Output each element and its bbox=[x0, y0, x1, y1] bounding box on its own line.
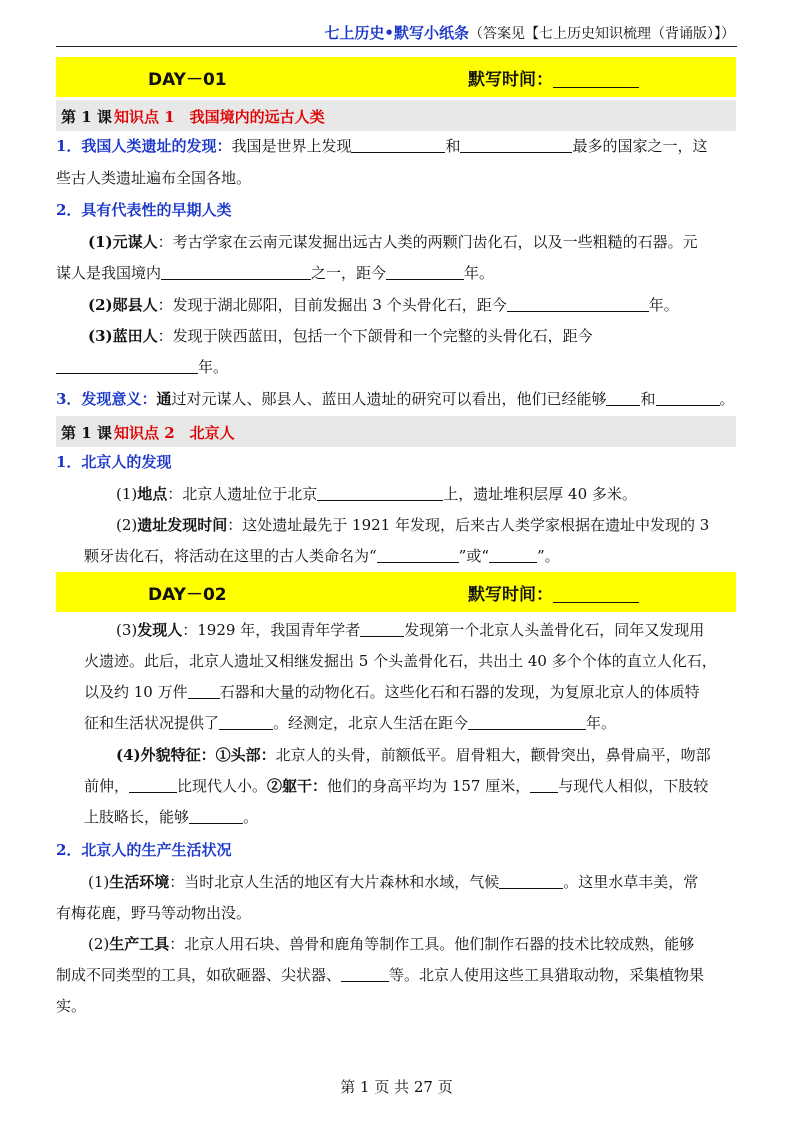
item-heading: 地点 bbox=[137, 485, 168, 503]
text: ”或“ bbox=[458, 547, 490, 565]
text: 北京人的头骨，前额低平。眉骨粗大，颧骨突出，鼻骨扁平，吻部 bbox=[275, 746, 711, 764]
text: 过对元谋人、郧县人、蓝田人遗址的研究可以看出，他们已经能够 bbox=[171, 390, 607, 408]
text: 上，遗址堆积层厚 40 多米。 bbox=[443, 485, 637, 503]
text-line bbox=[56, 200, 231, 220]
fill-blank[interactable] bbox=[341, 966, 389, 982]
fill-blank[interactable] bbox=[129, 777, 177, 793]
text-line bbox=[56, 389, 735, 409]
text: ：发现于湖北郧阳，目前发掘出 3 个头骨化石，距今 bbox=[157, 296, 507, 314]
text: 火遗迹。此后，北京人遗址又相继发掘出 5 个头盖骨化石，共出土 40 多个个体的直立人化石， bbox=[84, 652, 717, 670]
text: (1) bbox=[116, 485, 138, 503]
fill-blank[interactable] bbox=[530, 777, 558, 793]
fill-blank[interactable] bbox=[188, 683, 220, 699]
text: ：发现于陕西蓝田，包括一个下颌骨和一个完整的头骨化石，距今 bbox=[157, 327, 593, 345]
text-line bbox=[88, 295, 679, 315]
text: ：考古学家在云南元谋发掘出远古人类的两颗门齿化石，以及一些粗糙的石器。元 bbox=[157, 233, 698, 251]
text-line bbox=[84, 651, 717, 671]
item-heading: (3)蓝田人 bbox=[88, 327, 158, 345]
text: 。这里水草丰美，常 bbox=[563, 873, 699, 891]
header-note: （答案见【七上历史知识梳理（背诵版）】） bbox=[469, 26, 735, 42]
text: 最多的国家之一，这 bbox=[572, 137, 708, 155]
text: 制成不同类型的工具，如砍砸器、尖状器、 bbox=[56, 966, 342, 984]
item-heading: 生活环境 bbox=[109, 873, 170, 891]
text: 比现代人小。 bbox=[177, 777, 268, 795]
item-heading: 生产工具 bbox=[109, 935, 170, 953]
item-heading: (4)外貌特征：①头部： bbox=[116, 746, 276, 764]
text: 些古人类遗址遍布全国各地。 bbox=[56, 169, 252, 187]
fill-blank[interactable] bbox=[460, 137, 572, 153]
text-line bbox=[88, 872, 698, 892]
item-heading: 发现人 bbox=[137, 621, 183, 639]
text: ：这处遗址最先于 1921 年发现，后来古人类学家根据在遗址中发现的 3 bbox=[227, 516, 710, 534]
fill-blank[interactable] bbox=[189, 808, 243, 824]
text: (1) bbox=[88, 873, 110, 891]
text: 年。 bbox=[648, 296, 679, 314]
item-heading: 2．北京人的生产生活状况 bbox=[56, 841, 232, 859]
fill-blank[interactable] bbox=[489, 547, 537, 563]
day-label: DAY－01 bbox=[148, 70, 227, 90]
text: 前伸， bbox=[84, 777, 130, 795]
text: 和 bbox=[640, 390, 656, 408]
header-rule bbox=[56, 46, 737, 47]
dictation-time-blank[interactable] bbox=[553, 69, 639, 88]
dictation-time-label: 默写时间： bbox=[468, 70, 553, 90]
header-title: 七上历史•默写小纸条 bbox=[324, 24, 469, 42]
text-line bbox=[84, 776, 708, 796]
text: 通 bbox=[156, 390, 172, 408]
dictation-time bbox=[468, 580, 639, 605]
text-line bbox=[116, 745, 711, 765]
item-heading: 3．发现意义： bbox=[56, 390, 157, 408]
text: 。 bbox=[719, 390, 735, 408]
text: (3) bbox=[116, 621, 138, 639]
text-line bbox=[84, 807, 258, 827]
text-line bbox=[56, 357, 228, 377]
text: ：北京人遗址位于北京 bbox=[167, 485, 318, 503]
text: 他们的身高平均为 157 厘米， bbox=[327, 777, 531, 795]
fill-blank[interactable] bbox=[499, 873, 563, 889]
text: 我国是世界上发现 bbox=[231, 137, 352, 155]
fill-blank[interactable] bbox=[377, 547, 459, 563]
page-header bbox=[324, 22, 735, 43]
text: ：北京人用石块、兽骨和鹿角等制作工具。他们制作石器的技术比较成熟，能够 bbox=[169, 935, 695, 953]
lesson-label: 第 1 课 bbox=[61, 108, 112, 126]
text: 有梅花鹿，野马等动物出没。 bbox=[56, 904, 252, 922]
text: ：当时北京人生活的地区有大片森林和水域，气候 bbox=[169, 873, 500, 891]
dictation-time-blank[interactable] bbox=[553, 584, 639, 603]
text-line bbox=[88, 326, 593, 346]
fill-blank[interactable] bbox=[468, 714, 586, 730]
fill-blank[interactable] bbox=[360, 621, 404, 637]
day-label: DAY－02 bbox=[148, 585, 227, 605]
text-line bbox=[56, 168, 251, 188]
fill-blank[interactable] bbox=[507, 296, 649, 312]
fill-blank[interactable] bbox=[386, 264, 464, 280]
item-heading: 2．具有代表性的早期人类 bbox=[56, 201, 232, 219]
lesson-label: 第 1 课 bbox=[61, 424, 112, 442]
day-banner-02 bbox=[56, 572, 736, 612]
item-heading: (2)郧县人 bbox=[88, 296, 158, 314]
text: (2) bbox=[88, 935, 110, 953]
text-line bbox=[84, 682, 700, 702]
fill-blank[interactable] bbox=[219, 714, 273, 730]
fill-blank[interactable] bbox=[351, 137, 445, 153]
item-heading: 1．北京人的发现 bbox=[56, 453, 172, 471]
text-line bbox=[56, 136, 708, 156]
text: 石器和大量的动物化石。这些化石和石器的发现，为复原北京人的体质特 bbox=[219, 683, 700, 701]
item-heading: ②躯干： bbox=[267, 777, 328, 795]
text: ：1929 年，我国青年学者 bbox=[182, 621, 361, 639]
text-line bbox=[116, 620, 704, 640]
text: 年。 bbox=[586, 714, 617, 732]
text-line bbox=[116, 515, 709, 535]
text: 等。北京人使用这些工具猎取动物，采集植物果 bbox=[389, 966, 705, 984]
text: ”。 bbox=[537, 547, 560, 565]
text: 。 bbox=[243, 808, 259, 826]
section-title: 知识点 2 北京人 bbox=[114, 424, 235, 442]
text: 实。 bbox=[56, 997, 87, 1015]
text-line bbox=[84, 713, 616, 733]
text-line bbox=[56, 452, 171, 472]
text-line bbox=[56, 965, 704, 985]
text-line bbox=[56, 263, 494, 283]
text-line bbox=[88, 934, 694, 954]
text: 以及约 10 万件 bbox=[84, 683, 188, 701]
page-footer: 第 1 页 共 27 页 bbox=[340, 1078, 453, 1096]
text-line bbox=[116, 484, 637, 504]
text: 发现第一个北京人头盖骨化石，同年又发现用 bbox=[404, 621, 705, 639]
text: 年。 bbox=[198, 358, 229, 376]
text: 。经测定，北京人生活在距今 bbox=[273, 714, 469, 732]
fill-blank[interactable] bbox=[56, 358, 198, 374]
text: 年。 bbox=[464, 264, 495, 282]
dictation-time bbox=[468, 65, 639, 90]
text: 和 bbox=[445, 137, 461, 155]
text: 征和生活状况提供了 bbox=[84, 714, 220, 732]
fill-blank[interactable] bbox=[656, 390, 720, 406]
fill-blank[interactable] bbox=[317, 485, 443, 501]
day-banner-01 bbox=[56, 57, 736, 97]
text: 与现代人相似，下肢较 bbox=[558, 777, 709, 795]
text-line bbox=[56, 996, 86, 1016]
text: 颗牙齿化石，将活动在这里的古人类命名为“ bbox=[84, 547, 377, 565]
item-heading: 遗址发现时间 bbox=[137, 516, 228, 534]
section-heading-2 bbox=[56, 416, 736, 447]
fill-blank[interactable] bbox=[606, 390, 640, 406]
text-line bbox=[56, 840, 231, 860]
fill-blank[interactable] bbox=[161, 264, 311, 280]
item-heading: (1)元谋人 bbox=[88, 233, 158, 251]
text: 上肢略长，能够 bbox=[84, 808, 190, 826]
section-heading-1 bbox=[56, 100, 736, 131]
text: (2) bbox=[116, 516, 138, 534]
text-line bbox=[88, 232, 698, 252]
text-line bbox=[56, 903, 251, 923]
section-title: 知识点 1 我国境内的远古人类 bbox=[114, 108, 325, 126]
text: 谋人是我国境内 bbox=[56, 264, 162, 282]
text: 之一，距今 bbox=[311, 264, 387, 282]
dictation-time-label: 默写时间： bbox=[468, 585, 553, 605]
text-line bbox=[84, 546, 560, 566]
item-heading: 1．我国人类遗址的发现： bbox=[56, 137, 232, 155]
